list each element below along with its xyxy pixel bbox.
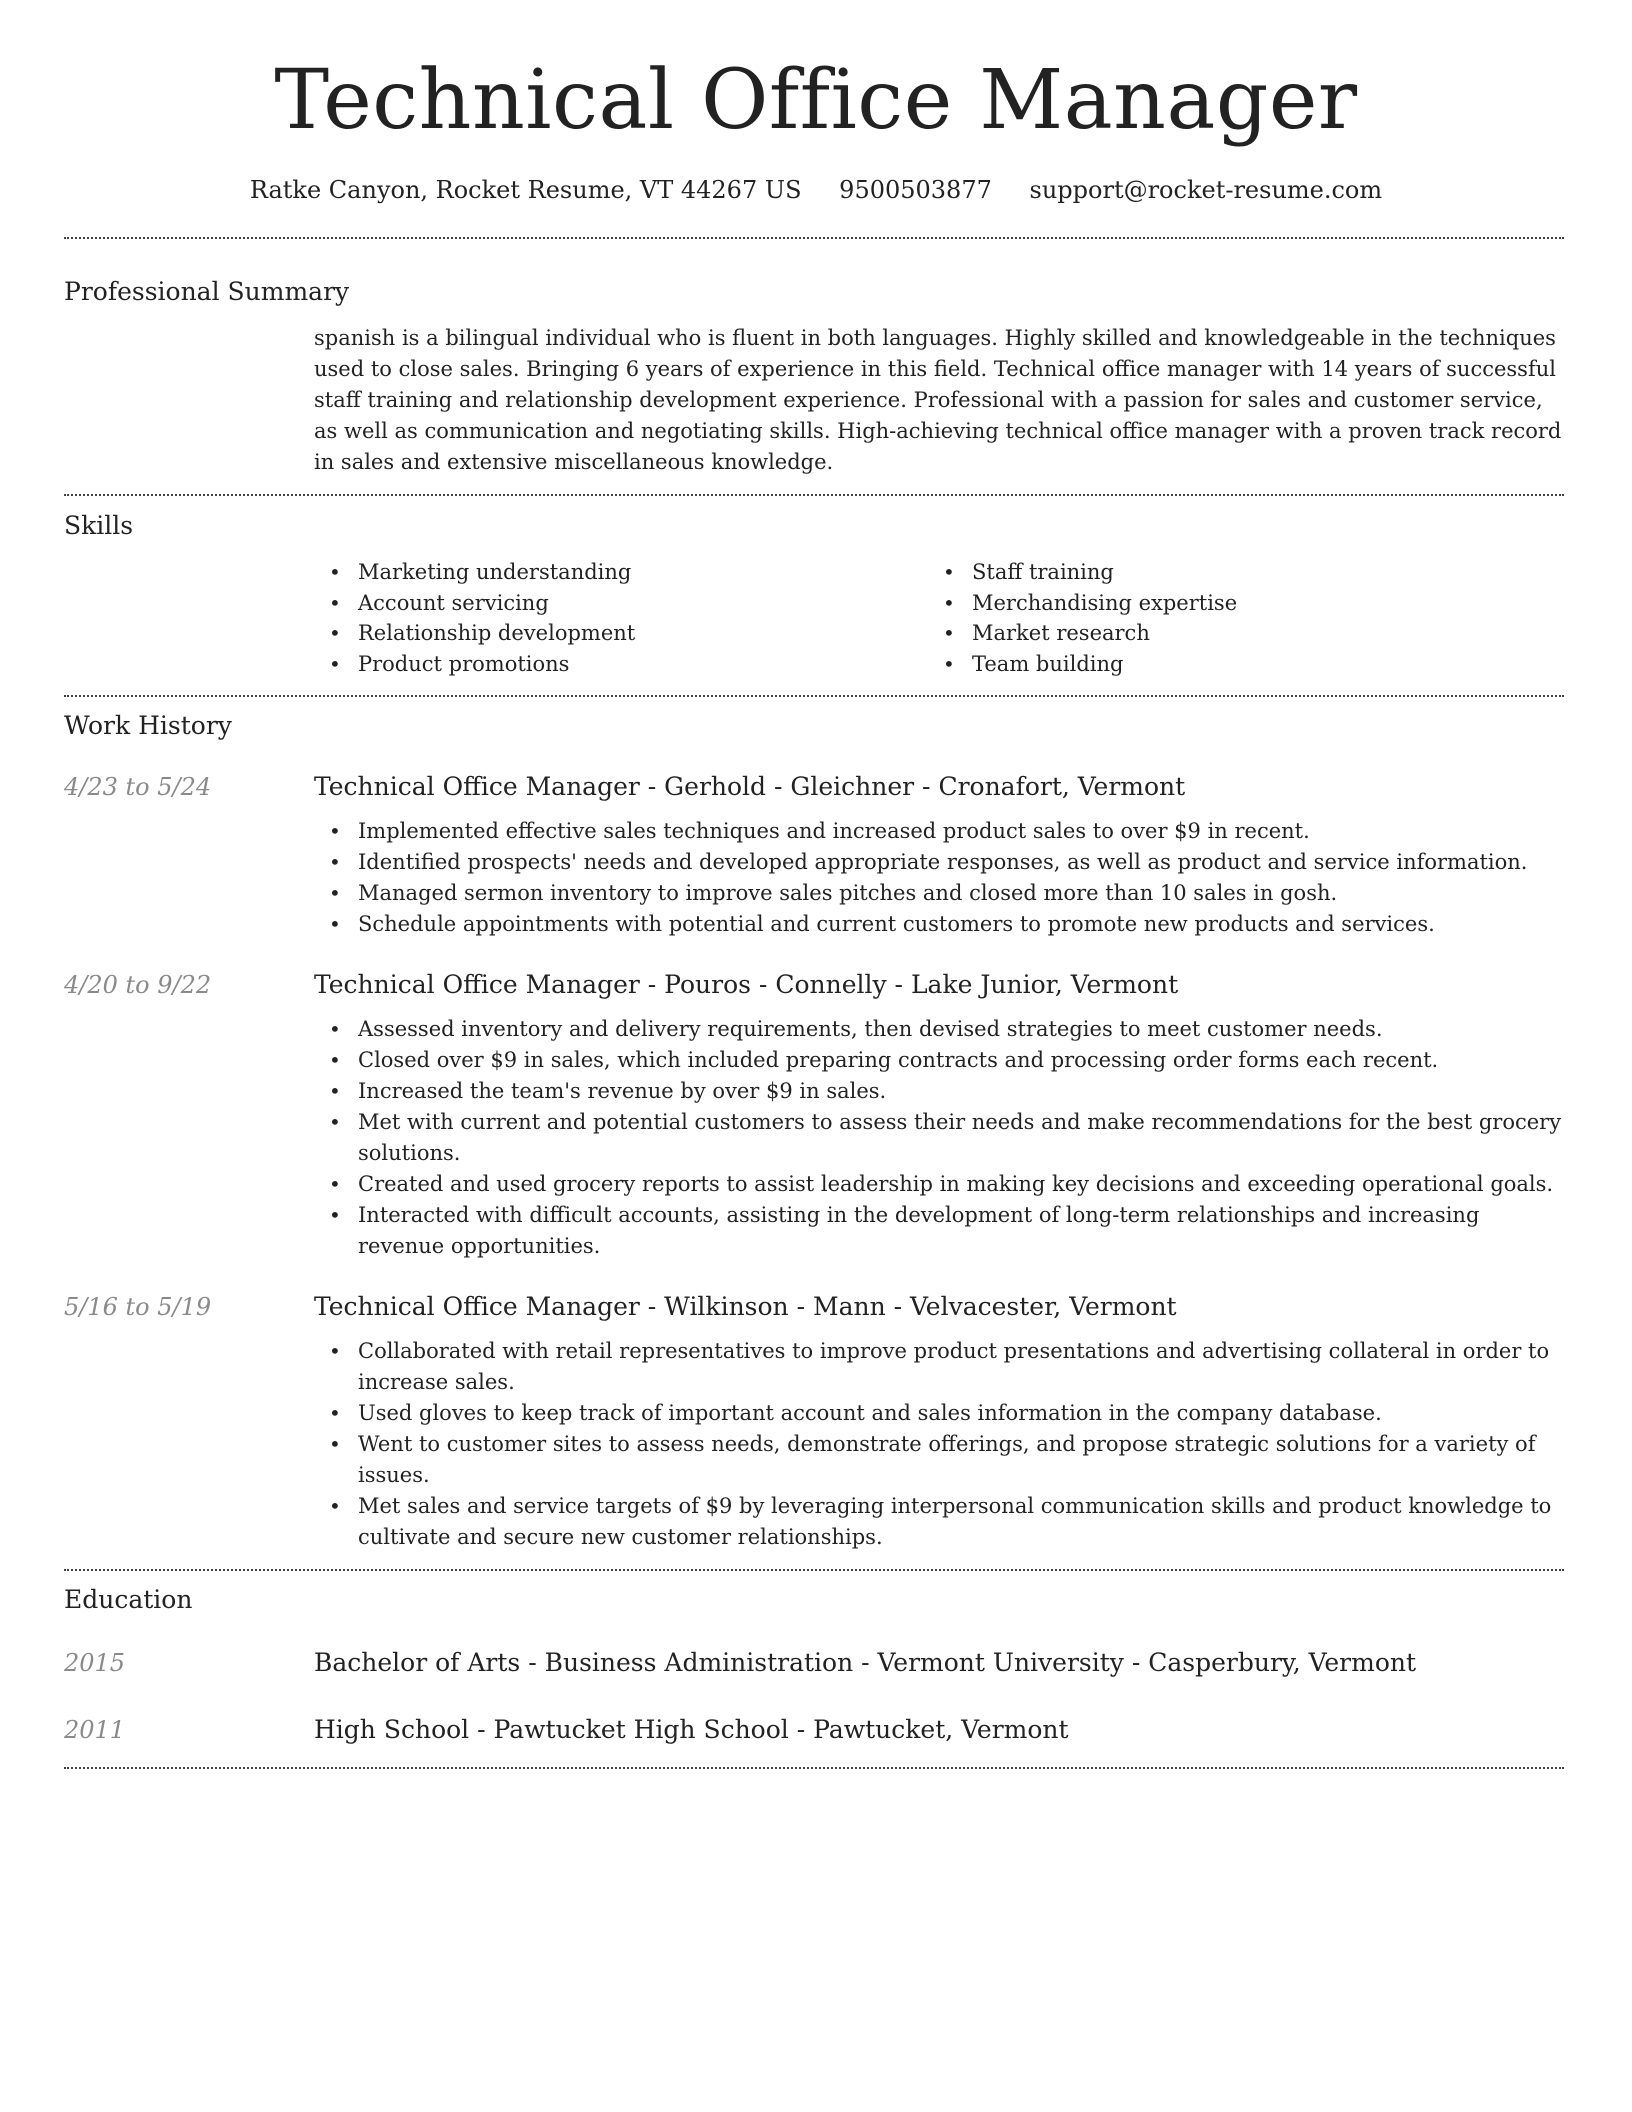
contact-email[interactable]: support@rocket-resume.com: [1029, 176, 1383, 205]
job-entry: [64, 770, 1564, 940]
job-heading: [314, 968, 1564, 1002]
job-bullet: • Collaborated with retail representatives to improve product presentations and advertising collateral in order to increase sales.: [314, 1336, 1564, 1398]
job-entry: [64, 968, 1564, 1262]
skill-item: • Product promotions: [314, 649, 928, 680]
job-bullet: • Implemented effective sales techniques and increased product sales to over $9 in recent.: [314, 816, 1564, 847]
summary-section: [64, 277, 1564, 494]
divider: [64, 1569, 1564, 1571]
work-history-section: [64, 711, 1564, 1569]
job-heading: [314, 1290, 1564, 1324]
education-details: [314, 1713, 1069, 1747]
education-school: - Pawtucket, Vermont: [788, 1715, 1069, 1745]
education-entry: [64, 1713, 1564, 1747]
contact-phone: 9500503877: [839, 176, 992, 205]
job-role: Technical Office Manager: [314, 970, 640, 1000]
skills-column-left: [314, 557, 928, 679]
education-entry: [64, 1646, 1564, 1680]
job-bullet: • Managed sermon inventory to improve sales pitches and closed more than 10 sales in gosh.: [314, 878, 1564, 909]
skill-item: • Marketing understanding: [314, 557, 928, 588]
job-dates: 4/23 to 5/24: [64, 773, 212, 802]
education-school: - Vermont University - Casperbury, Vermont: [853, 1648, 1417, 1678]
skills-grid: [314, 557, 1564, 695]
job-heading: [314, 770, 1564, 804]
job-bullet: • Identified prospects' needs and developed appropriate responses, as well as product and service information.: [314, 847, 1564, 878]
divider: [64, 237, 1564, 239]
job-bullet: • Went to customer sites to assess needs, demonstrate offerings, and propose strategic solutions for a variety of issues.: [314, 1429, 1564, 1491]
job-employer: - Gerhold - Gleichner - Cronafort, Vermont: [639, 772, 1186, 802]
skill-item: • Market research: [928, 618, 1542, 649]
divider: [64, 494, 1564, 496]
job-role: Technical Office Manager: [314, 772, 640, 802]
section-title-summary: Professional Summary: [64, 277, 350, 307]
job-dates: 4/20 to 9/22: [64, 971, 212, 1000]
education-year: 2011: [64, 1716, 126, 1745]
education-degree: Bachelor of Arts - Business Administration: [314, 1648, 854, 1678]
skills-section: [64, 511, 1564, 695]
job-bullet: • Closed over $9 in sales, which included preparing contracts and processing order forms each recent.: [314, 1045, 1564, 1076]
job-role: Technical Office Manager: [314, 1292, 640, 1322]
job-bullet: • Met with current and potential customers to assess their needs and make recommendations for the best grocery solutions.: [314, 1107, 1564, 1169]
divider: [64, 1767, 1564, 1769]
section-title-education: Education: [64, 1585, 193, 1615]
skill-item: • Merchandising expertise: [928, 588, 1542, 619]
job-bullets: [314, 816, 1564, 940]
skill-item: • Staff training: [928, 557, 1542, 588]
contact-line: [0, 176, 1632, 204]
job-bullet: • Created and used grocery reports to assist leadership in making key decisions and exceeding operational goals.: [314, 1169, 1564, 1200]
contact-address: Ratke Canyon, Rocket Resume, VT 44267 US: [249, 176, 802, 205]
job-bullet: • Schedule appointments with potential and current customers to promote new products and services.: [314, 909, 1564, 940]
resume-header: [0, 0, 1632, 204]
job-bullet: • Increased the team's revenue by over $9 in sales.: [314, 1076, 1564, 1107]
skill-item: • Relationship development: [314, 618, 928, 649]
job-bullet: • Met sales and service targets of $9 by leveraging interpersonal communication skills and product knowledge to cultivate and secure new customer relationships.: [314, 1491, 1564, 1553]
job-bullet: • Interacted with difficult accounts, assisting in the development of long-term relationships and increasing revenue opportunities.: [314, 1200, 1564, 1262]
job-bullet: • Used gloves to keep track of important account and sales information in the company database.: [314, 1398, 1564, 1429]
job-employer: - Wilkinson - Mann - Velvacester, Vermont: [639, 1292, 1177, 1322]
resume-title: Technical Office Manager: [274, 53, 1358, 148]
section-title-work-history: Work History: [64, 711, 232, 741]
education-section: [64, 1585, 1564, 1767]
divider: [64, 695, 1564, 697]
skills-column-right: [928, 557, 1542, 679]
skill-item: • Account servicing: [314, 588, 928, 619]
education-year: 2015: [64, 1649, 126, 1678]
skill-item: • Team building: [928, 649, 1542, 680]
summary-text: spanish is a bilingual individual who is fluent in both languages. Highly skilled and knowledgeable in the techniques used to close sales. Bringing 6 years of experience in this field. Technical office manager with 14 years of successful staff training and relationship development experience. Professional with a passion for sales and customer service, as well as communication and negotiating skills. High-achieving technical office manager with a proven track record in sales and extensive miscellaneous knowledge.: [314, 326, 1562, 475]
job-entry: [64, 1290, 1564, 1553]
job-dates: 5/16 to 5/19: [64, 1293, 212, 1322]
job-bullets: [314, 1336, 1564, 1553]
section-title-skills: Skills: [64, 511, 134, 541]
job-employer: - Pouros - Connelly - Lake Junior, Vermont: [639, 970, 1179, 1000]
job-bullets: [314, 1014, 1564, 1262]
education-degree: High School - Pawtucket High School: [314, 1715, 789, 1745]
job-bullet: • Assessed inventory and delivery requirements, then devised strategies to meet customer needs.: [314, 1014, 1564, 1045]
education-details: [314, 1646, 1416, 1680]
